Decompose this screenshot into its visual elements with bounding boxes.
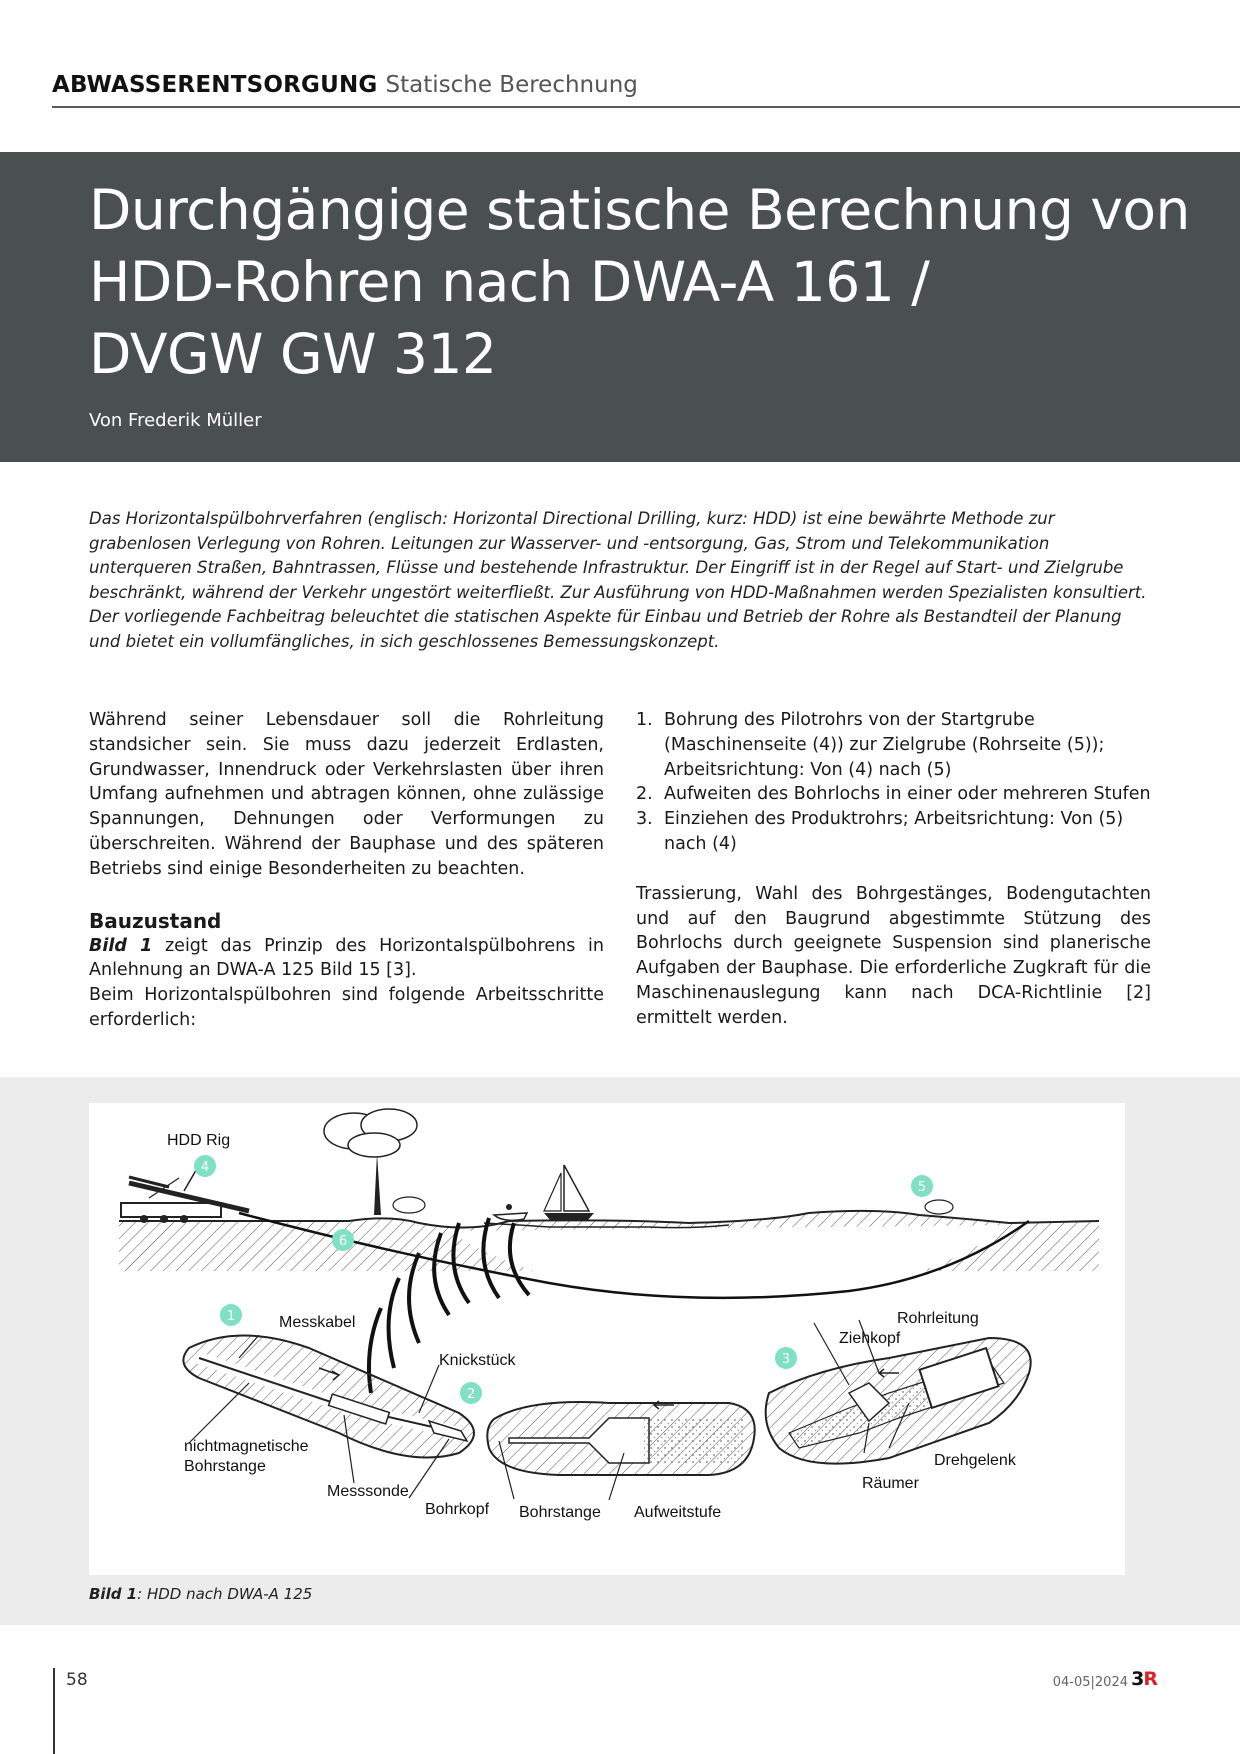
publisher-logo (1131, 1668, 1157, 1690)
marker-6 (332, 1229, 354, 1251)
marker-label: 2 (466, 1387, 476, 1402)
label-bohrstange-1: Bohrstange (184, 1458, 266, 1475)
step-text: Bohrung des Pilotrohrs von der Startgrube (Maschinenseite (4)) zur Zielgrube (Rohrseite (5)); Arbeitsrichtung: Von (4) nach (5) (664, 710, 1105, 780)
byline: Von Frederik Müller (89, 410, 262, 431)
running-head (52, 70, 638, 100)
hdd-rig-icon (121, 1165, 249, 1223)
marker-label: 4 (200, 1160, 210, 1175)
label-nichtmagnetische: nichtmagnetische (184, 1438, 309, 1455)
figure-reference-paragraph (89, 934, 604, 984)
step-number: 2. (636, 784, 653, 805)
page-number: 58 (66, 1670, 88, 1690)
bush-icon (925, 1200, 953, 1214)
label-ziehkopf: Ziehkopf (839, 1330, 901, 1347)
list-item (636, 807, 1151, 857)
label-messsonde: Messsonde (327, 1483, 409, 1500)
planning-paragraph: Trassierung, Wahl des Bohrgestänges, Bodengutachten und auf den Baugrund abgestimmte Stützung des Bohrlochs durch geeignete Suspension sind planerische Aufgaben der Bauphase. Die erforderliche Zugkraft für die Maschinenauslegung kann nach DCA-Richtlinie [2] ermittelt werden. (636, 883, 1151, 1028)
ground-cross-section (119, 1211, 1099, 1298)
label-raeumer: Räumer (862, 1475, 919, 1492)
caption-text: : HDD nach DWA-A 125 (137, 1585, 313, 1603)
abstract: Das Horizontalspülbohrverfahren (englisch: Horizontal Directional Drilling, kurz: HDD) ist eine bewährte Methode zur grabenlosen Verlegung von Rohren. Leitungen zur Wasserver- und -entsorgung, Gas, Strom und Telekommunikation unterqueren Straßen, Bahntrassen, Flüsse und bestehende Infrastruktur. Der Eingriff ist in der Regel auf Start- und Zielgrube beschränkt, während der Verkehr ungestört weiterfließt. Zur Ausführung von HDD-Maßnahmen werden Spezialisten konsultiert. Der vorliegende Fachbeitrag beleuchtet die statischen Aspekte für Einbau und Betrieb der Rohre als Bestandteil der Planung und bietet ein vollumfängliches, in sich geschlossenes Bemessungskonzept. (89, 509, 1147, 651)
marker-label: 6 (338, 1234, 348, 1249)
logo-part-1: 3 (1131, 1668, 1144, 1690)
header-divider (52, 106, 1240, 108)
marker-label: 1 (226, 1309, 236, 1324)
label-aufweitstufe: Aufweitstufe (634, 1504, 722, 1521)
steps-list (636, 708, 1151, 857)
title-band (0, 152, 1240, 462)
label-rohrleitung: Rohrleitung (897, 1310, 979, 1327)
label-knickstueck: Knickstück (439, 1352, 516, 1369)
left-column (89, 708, 604, 1033)
sailboat-icon (544, 1165, 594, 1221)
figure-ref: Bild 1 (89, 935, 153, 956)
issue-label: 04-05|2024 (1052, 1675, 1128, 1690)
right-column (636, 708, 1151, 1031)
marker-4 (194, 1155, 216, 1177)
footer-rule (53, 1668, 55, 1754)
article-title (89, 174, 1209, 390)
list-item (636, 708, 1151, 782)
step-text: Aufweiten des Bohrlochs in einer oder mehreren Stufen (664, 784, 1151, 805)
figure-hdd-diagram (89, 1103, 1125, 1575)
label-drehgelenk: Drehgelenk (934, 1452, 1016, 1469)
list-item (636, 782, 1151, 807)
figure-caption (89, 1585, 312, 1603)
label-bohrkopf: Bohrkopf (425, 1501, 490, 1518)
detail-pull-in (766, 1338, 1031, 1464)
caption-ref: Bild 1 (89, 1585, 138, 1603)
step-text: Einziehen des Produktrohrs; Arbeitsrichtung: Von (5) nach (4) (664, 809, 1124, 854)
label-hdd-rig: HDD Rig (167, 1132, 231, 1149)
title-line-3: DVGW GW 312 (89, 322, 497, 386)
intro-paragraph: Während seiner Lebensdauer soll die Rohrleitung standsicher sein. Sie muss dazu jederzeit Erdlasten, Grundwasser, Innendruck oder Verkehrslasten über ihren Umfang aufnehmen und abtragen können, ohne zulässige Spannungen, Dehnungen oder Verformungen zu überschreiten. Während der Bauphase und des späteren Betriebs sind einige Besonderheiten zu beachten. (89, 710, 604, 879)
hdd-illustration (89, 1103, 1125, 1575)
steps-intro: Beim Horizontalspülbohren sind folgende Arbeitsschritte erforderlich: (89, 985, 604, 1030)
marker-1 (220, 1304, 242, 1326)
label-messkabel: Messkabel (279, 1314, 356, 1331)
tree-icon (324, 1109, 425, 1215)
marker-5 (911, 1175, 933, 1197)
step-number: 3. (636, 809, 653, 830)
marker-label: 5 (917, 1180, 927, 1195)
boat-icon (494, 1204, 527, 1220)
section-heading: Bauzustand (89, 908, 222, 933)
title-line-1: Durchgängige statische Berechnung von (89, 178, 1190, 242)
step-number: 1. (636, 710, 653, 730)
title-line-2: HDD-Rohren nach DWA-A 161 / (89, 250, 930, 314)
marker-2 (460, 1382, 482, 1404)
figure-ref-text: zeigt das Prinzip des Horizontalspülbohrens in Anlehnung an DWA-A 125 Bild 15 [3]. (89, 935, 604, 981)
marker-label: 3 (781, 1352, 791, 1367)
section-label: ABWASSERENTSORGUNG (52, 72, 378, 98)
marker-3 (775, 1347, 797, 1369)
logo-part-2: R (1143, 1668, 1157, 1690)
topic-label: Statische Berechnung (385, 72, 638, 98)
label-bohrstange-2: Bohrstange (519, 1504, 601, 1521)
